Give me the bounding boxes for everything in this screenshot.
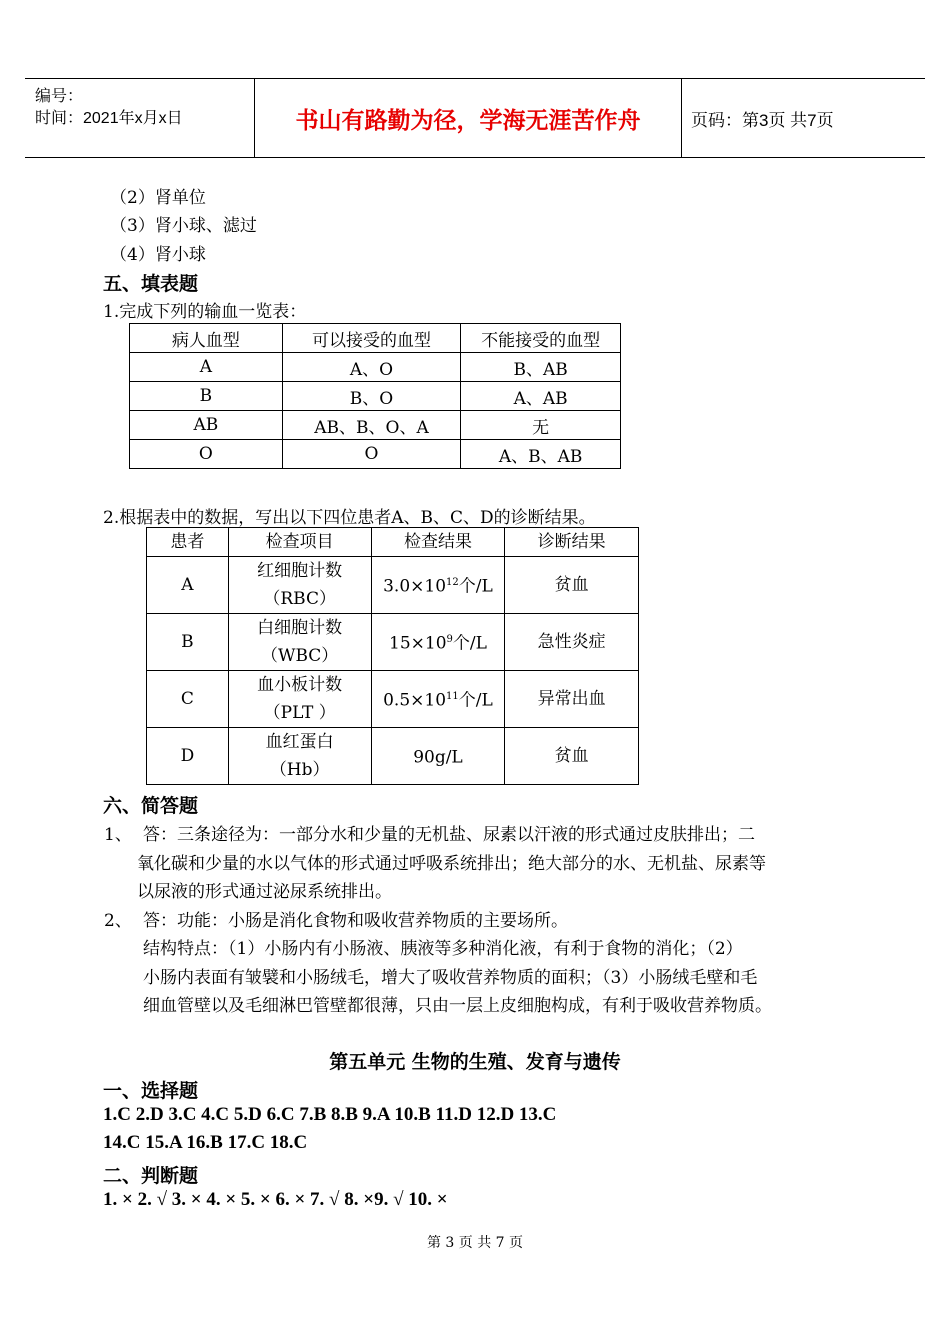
table-row xyxy=(130,353,621,382)
table-cell: A、B、AB xyxy=(461,440,621,469)
test-item-abbr: （RBC） xyxy=(263,589,336,609)
table-header: 诊断结果 xyxy=(505,528,639,557)
result-exponent: 9 xyxy=(446,634,453,646)
table-cell: AB、B、O、A xyxy=(282,411,461,440)
table-row xyxy=(130,411,621,440)
diagnosis-table xyxy=(146,527,639,785)
page-footer: 第 3 页 共 7 页 xyxy=(426,1235,524,1251)
table-header: 病人血型 xyxy=(130,324,283,353)
answer-key-line: 1.C 2.D 3.C 4.C 5.D 6.C 7.B 8.B 9.A 10.B 11.D 12.D 13.C xyxy=(103,1104,557,1125)
patient-cell: A xyxy=(147,557,229,614)
section-title: 二、判断题 xyxy=(103,1165,199,1187)
test-item-name: 血小板计数 xyxy=(257,675,343,695)
answer-line: 结构特点：（1）小肠内有小肠液、胰液等多种消化液，有利于食物的消化；（2） xyxy=(143,939,743,959)
table-header: 患者 xyxy=(147,528,229,557)
table-cell: B xyxy=(130,382,283,411)
table-header: 可以接受的血型 xyxy=(282,324,461,353)
section-title: 一、选择题 xyxy=(103,1080,199,1102)
test-item-cell xyxy=(228,557,371,614)
table-cell: B、O xyxy=(282,382,461,411)
result-cell xyxy=(371,614,505,671)
table-cell: B、AB xyxy=(461,353,621,382)
test-item-cell xyxy=(228,614,371,671)
section-title: 五、填表题 xyxy=(103,273,199,295)
date-label: 时间：2021年x月x日 xyxy=(35,110,183,127)
header-motto: 书山有路勤为径，学海无涯苦作舟 xyxy=(254,79,682,157)
table-cell: O xyxy=(130,440,283,469)
header-page-label: 页码：第3页 共7页 xyxy=(691,110,834,130)
answer-line: 细血管壁以及毛细淋巴管壁都很薄，只由一层上皮细胞构成，有利于吸收营养物质。 xyxy=(143,996,772,1016)
diagnosis-cell: 急性炎症 xyxy=(505,614,639,671)
table-row xyxy=(147,557,639,614)
patient-cell: B xyxy=(147,614,229,671)
result-exponent: 11 xyxy=(446,691,459,703)
table-cell: O xyxy=(282,440,461,469)
test-item-abbr: （Hb） xyxy=(269,760,330,780)
result-cell xyxy=(371,671,505,728)
diagnosis-cell: 贫血 xyxy=(505,557,639,614)
result-unit: 个/L xyxy=(452,633,487,654)
intro-line: （3）肾小球、滤过 xyxy=(110,216,257,236)
table-row xyxy=(147,728,639,785)
answer-number: 2、 xyxy=(104,911,132,931)
table-row xyxy=(130,382,621,411)
transfusion-table xyxy=(129,323,621,469)
diagnosis-cell: 异常出血 xyxy=(505,671,639,728)
table-header: 检查项目 xyxy=(228,528,371,557)
table-row xyxy=(130,440,621,469)
table-row xyxy=(147,671,639,728)
table-header: 不能接受的血型 xyxy=(461,324,621,353)
test-item-abbr: （PLT ） xyxy=(263,703,336,723)
page-header xyxy=(25,78,925,158)
patient-cell: C xyxy=(147,671,229,728)
answer-key-line: 14.C 15.A 16.B 17.C 18.C xyxy=(103,1132,308,1153)
answer-line: 以尿液的形式通过泌尿系统排出。 xyxy=(137,882,392,902)
diagnosis-cell: 贫血 xyxy=(505,728,639,785)
result-cell xyxy=(371,557,505,614)
table-cell: A、AB xyxy=(461,382,621,411)
table-row xyxy=(147,614,639,671)
result-base: 0.5×10 xyxy=(383,690,447,711)
answer-line: 答：三条途径为：一部分水和少量的无机盐、尿素以汗液的形式通过皮肤排出；二 xyxy=(143,825,755,845)
test-item-cell xyxy=(228,728,371,785)
answer-key-line: 1. × 2. √ 3. × 4. × 5. × 6. × 7. √ 8. ×9. √ 10. × xyxy=(103,1189,448,1210)
table-cell: A xyxy=(130,353,283,382)
test-item-name: 白细胞计数 xyxy=(257,618,343,638)
table-cell: A、O xyxy=(282,353,461,382)
test-item-name: 血红蛋白 xyxy=(265,732,334,752)
answer-number: 1、 xyxy=(104,825,132,845)
answer-line: 氧化碳和少量的水以气体的形式通过呼吸系统排出；绝大部分的水、无机盐、尿素等 xyxy=(137,854,766,874)
result-base: 90g/L xyxy=(413,747,463,768)
test-item-abbr: （WBC） xyxy=(261,646,339,666)
result-base: 3.0×10 xyxy=(383,576,447,597)
answer-line: 小肠内表面有皱襞和小肠绒毛，增大了吸收营养物质的面积；（3）小肠绒毛壁和毛 xyxy=(143,968,758,988)
intro-line: （4）肾小球 xyxy=(110,245,206,265)
patient-cell: D xyxy=(147,728,229,785)
table-header-row xyxy=(130,324,621,353)
intro-line: （2）肾单位 xyxy=(110,188,206,208)
header-info xyxy=(25,79,253,157)
section-title: 六、简答题 xyxy=(103,795,199,817)
test-item-cell xyxy=(228,671,371,728)
table-header-row xyxy=(147,528,639,557)
question-text: 2.根据表中的数据，写出以下四位患者A、B、C、D的诊断结果。 xyxy=(103,508,596,528)
table-cell: AB xyxy=(130,411,283,440)
result-cell xyxy=(371,728,505,785)
result-base: 15×10 xyxy=(389,633,447,654)
test-item-name: 红细胞计数 xyxy=(257,561,343,581)
result-unit: 个/L xyxy=(458,576,493,597)
result-exponent: 12 xyxy=(446,577,459,589)
unit-title: 第五单元 生物的生殖、发育与遗传 xyxy=(329,1051,621,1073)
question-text: 1.完成下列的输血一览表： xyxy=(103,302,307,322)
result-unit: 个/L xyxy=(458,690,493,711)
table-cell: 无 xyxy=(461,411,621,440)
code-label: 编号： xyxy=(35,88,84,105)
answer-line: 答：功能：小肠是消化食物和吸收营养物质的主要场所。 xyxy=(143,911,568,931)
table-header: 检查结果 xyxy=(371,528,505,557)
